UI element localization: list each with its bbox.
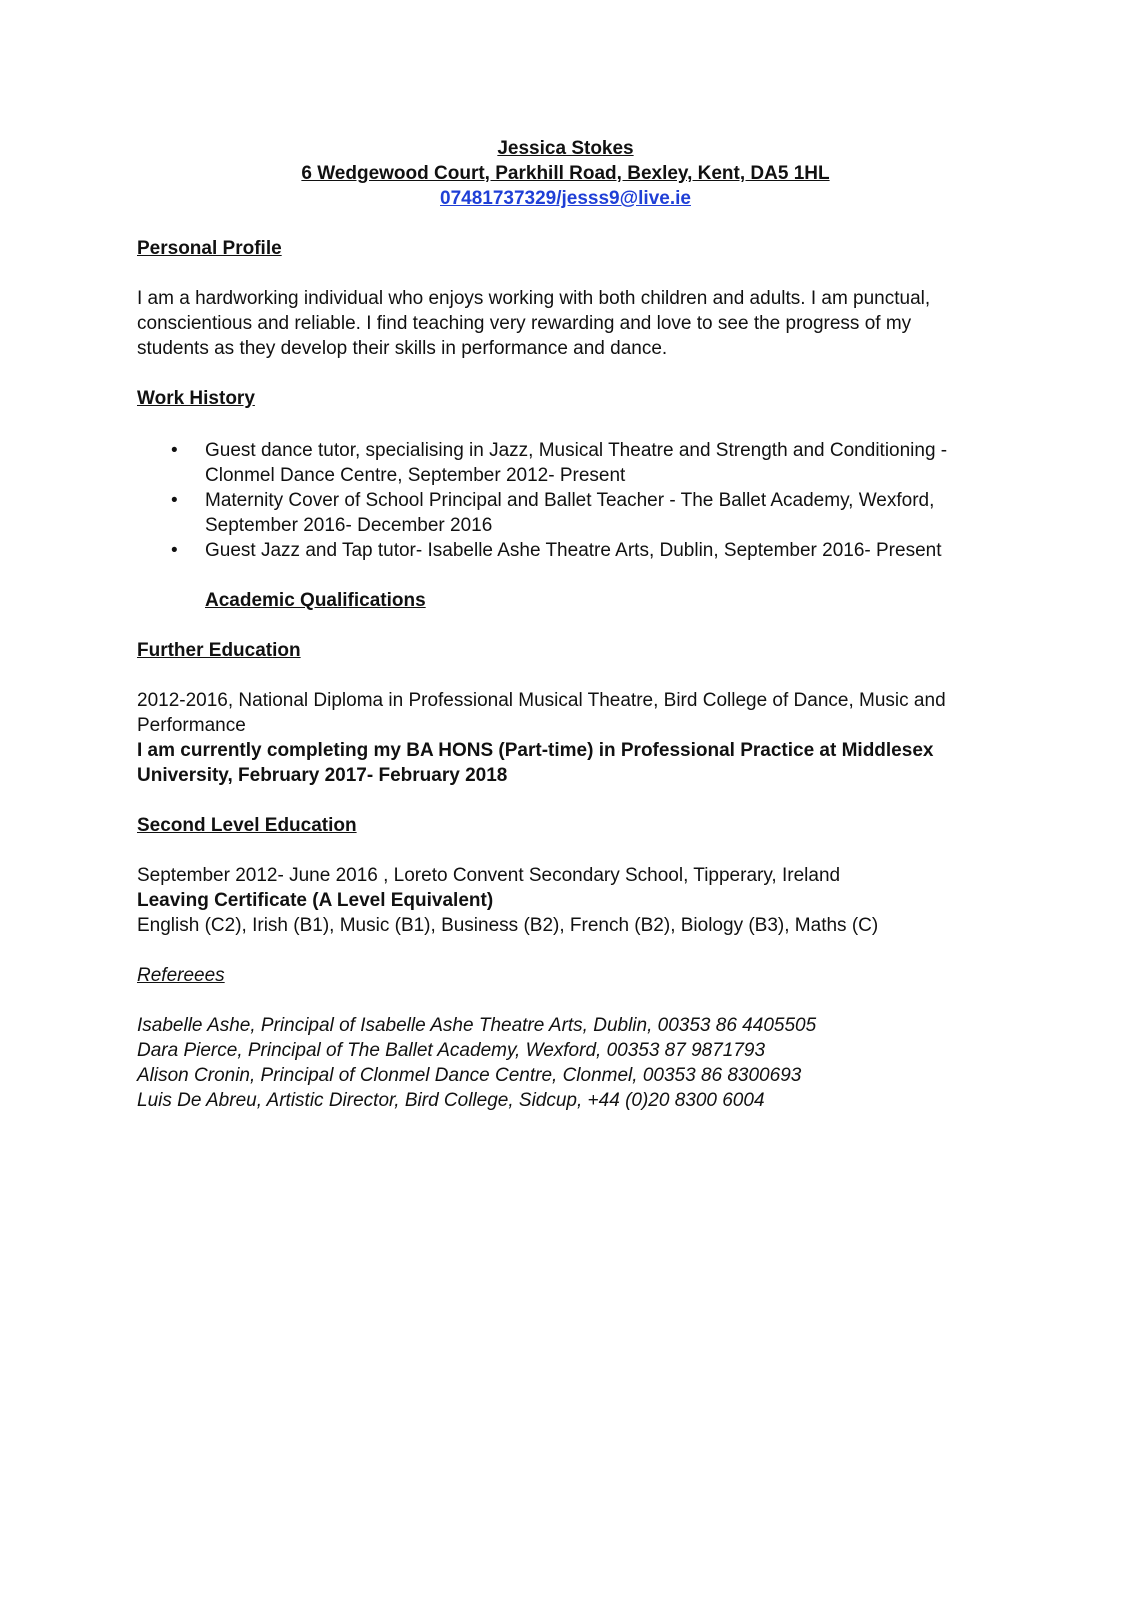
personal-profile-heading: Personal Profile	[137, 238, 282, 259]
referee-entry: Alison Cronin, Principal of Clonmel Dance Centre, Clonmel, 00353 86 8300693	[137, 1065, 802, 1086]
grades-line: English (C2), Irish (B1), Music (B1), Business (B2), French (B2), Biology (B3), Maths (C)	[137, 915, 879, 936]
cv-body	[137, 236, 957, 1113]
further-education-line: 2012-2016, National Diploma in Professional Musical Theatre, Bird College of Dance, Music and	[137, 690, 946, 711]
further-education-heading: Further Education	[137, 640, 301, 661]
work-line: September 2016- December 2016	[205, 515, 493, 536]
candidate-name: Jessica Stokes	[497, 138, 634, 159]
profile-line: conscientious and reliable. I find teaching very rewarding and love to see the progress of my	[137, 313, 912, 334]
further-education-line: Performance	[137, 715, 246, 736]
work-line: Guest Jazz and Tap tutor- Isabelle Ashe Theatre Arts, Dublin, September 2016- Present	[205, 540, 942, 561]
referee-entry: Dara Pierce, Principal of The Ballet Academy, Wexford, 00353 87 9871793	[137, 1040, 766, 1061]
list-item	[137, 538, 957, 563]
cv-header	[0, 136, 1131, 211]
profile-line: I am a hardworking individual who enjoys working with both children and adults. I am punctual,	[137, 288, 931, 309]
contact-link[interactable]: 07481737329/jesss9@live.ie	[440, 188, 691, 209]
candidate-address: 6 Wedgewood Court, Parkhill Road, Bexley, Kent, DA5 1HL	[301, 163, 830, 184]
second-level-school: September 2012- June 2016 , Loreto Convent Secondary School, Tipperary, Ireland	[137, 865, 841, 886]
academic-qualifications-heading: Academic Qualifications	[205, 590, 426, 611]
bullet-icon: •	[171, 490, 178, 511]
work-line: Clonmel Dance Centre, September 2012- Present	[205, 465, 626, 486]
leaving-certificate: Leaving Certificate (A Level Equivalent)	[137, 890, 494, 911]
work-line: Maternity Cover of School Principal and Ballet Teacher - The Ballet Academy, Wexford,	[205, 490, 935, 511]
bullet-icon: •	[171, 540, 178, 561]
work-history-heading: Work History	[137, 388, 255, 409]
further-education-bold-line: I am currently completing my BA HONS (Part-time) in Professional Practice at Middlesex	[137, 740, 934, 761]
list-item	[137, 488, 957, 538]
further-education-bold-line: University, February 2017- February 2018	[137, 765, 508, 786]
list-item	[137, 438, 957, 488]
second-level-heading: Second Level Education	[137, 815, 357, 836]
referee-entry: Luis De Abreu, Artistic Director, Bird College, Sidcup, +44 (0)20 8300 6004	[137, 1090, 765, 1111]
work-line: Guest dance tutor, specialising in Jazz, Musical Theatre and Strength and Conditioning -	[205, 440, 948, 461]
referees-heading: Refereees	[137, 965, 225, 986]
referee-entry: Isabelle Ashe, Principal of Isabelle Ashe Theatre Arts, Dublin, 00353 86 4405505	[137, 1015, 817, 1036]
bullet-icon: •	[171, 440, 178, 461]
work-history-list	[137, 438, 957, 563]
profile-line: students as they develop their skills in performance and dance.	[137, 338, 668, 359]
